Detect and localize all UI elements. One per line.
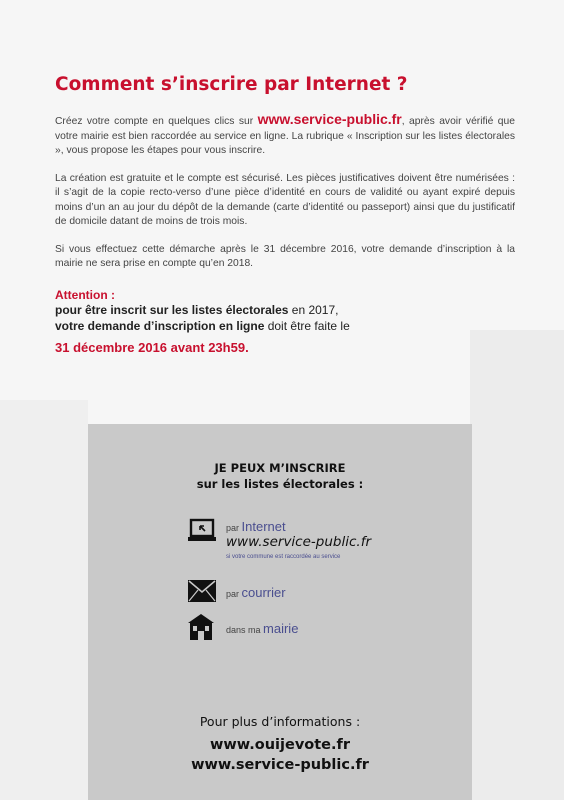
- background-building: [0, 400, 88, 800]
- attention-date: 31 décembre 2016 avant 23h59.: [55, 340, 249, 355]
- panel-footer: [88, 714, 472, 775]
- paragraph-security: La création est gratuite et le compte est sécurisé. Les pièces justificatives doivent être numérisées : il s’agit de la copie recto-verso d’une pièce d’identité en cours de validité ou ayant expiré depuis moins d’un an au jour du dépôt de la demande (carte d’identité ou passeport) ainsi que du justificatif de domicile datant de moins de trois mois.: [55, 172, 515, 227]
- attention-line2: pour être inscrit sur les listes électorales en 2017,: [55, 303, 339, 317]
- footer-lead: Pour plus d’informations :: [199, 714, 361, 729]
- background-building: [470, 330, 564, 800]
- town-hall-icon: [188, 614, 214, 645]
- envelope-icon: [188, 580, 216, 607]
- internet-note: si votre commune est raccordée au service: [226, 554, 341, 560]
- courrier-label: courrier: [241, 585, 286, 600]
- attention-block: [55, 288, 515, 356]
- paragraph-deadline: Si vous effectuez cette démarche après le 31 décembre 2016, votre demande d’inscription à la mairie ne sera prise en compte qu’en 2018.: [55, 243, 515, 269]
- attention-line3: votre demande d’inscription en ligne doit être faite le: [55, 318, 350, 333]
- service-public-footer-link[interactable]: www.service-public.fr: [191, 757, 369, 773]
- main-content: [55, 74, 515, 356]
- paragraph-intro: Créez votre compte en quelques clics sur www.service-public.fr, après avoir vérifié que votre mairie est bien raccordée au service en ligne. La rubrique « Inscription sur les listes électorales », vous propose les étapes pour vous inscrire.: [55, 111, 515, 156]
- laptop-icon: [188, 518, 218, 549]
- service-public-link[interactable]: www.service-public.fr: [257, 111, 402, 127]
- panel-title: JE PEUX M’INSCRIRE sur les listes électorales :: [196, 461, 364, 491]
- internet-label: Internet: [241, 519, 286, 534]
- ouijevote-link[interactable]: www.ouijevote.fr: [210, 737, 350, 753]
- internet-url[interactable]: www.service-public.fr: [226, 534, 371, 550]
- attention-label: Attention :: [55, 287, 115, 302]
- page-title: Comment s’inscrire par Internet ?: [55, 74, 408, 95]
- mairie-label: mairie: [263, 621, 299, 636]
- info-panel: JE PEUX M’INSCRIRE sur les listes électorales : par Internet www.service-public.fr si votre commune est raccordée au service par courrier dans ma mairie Pour plus d’informations : www.ouijevote.fr www.service-public.fr: [88, 424, 472, 800]
